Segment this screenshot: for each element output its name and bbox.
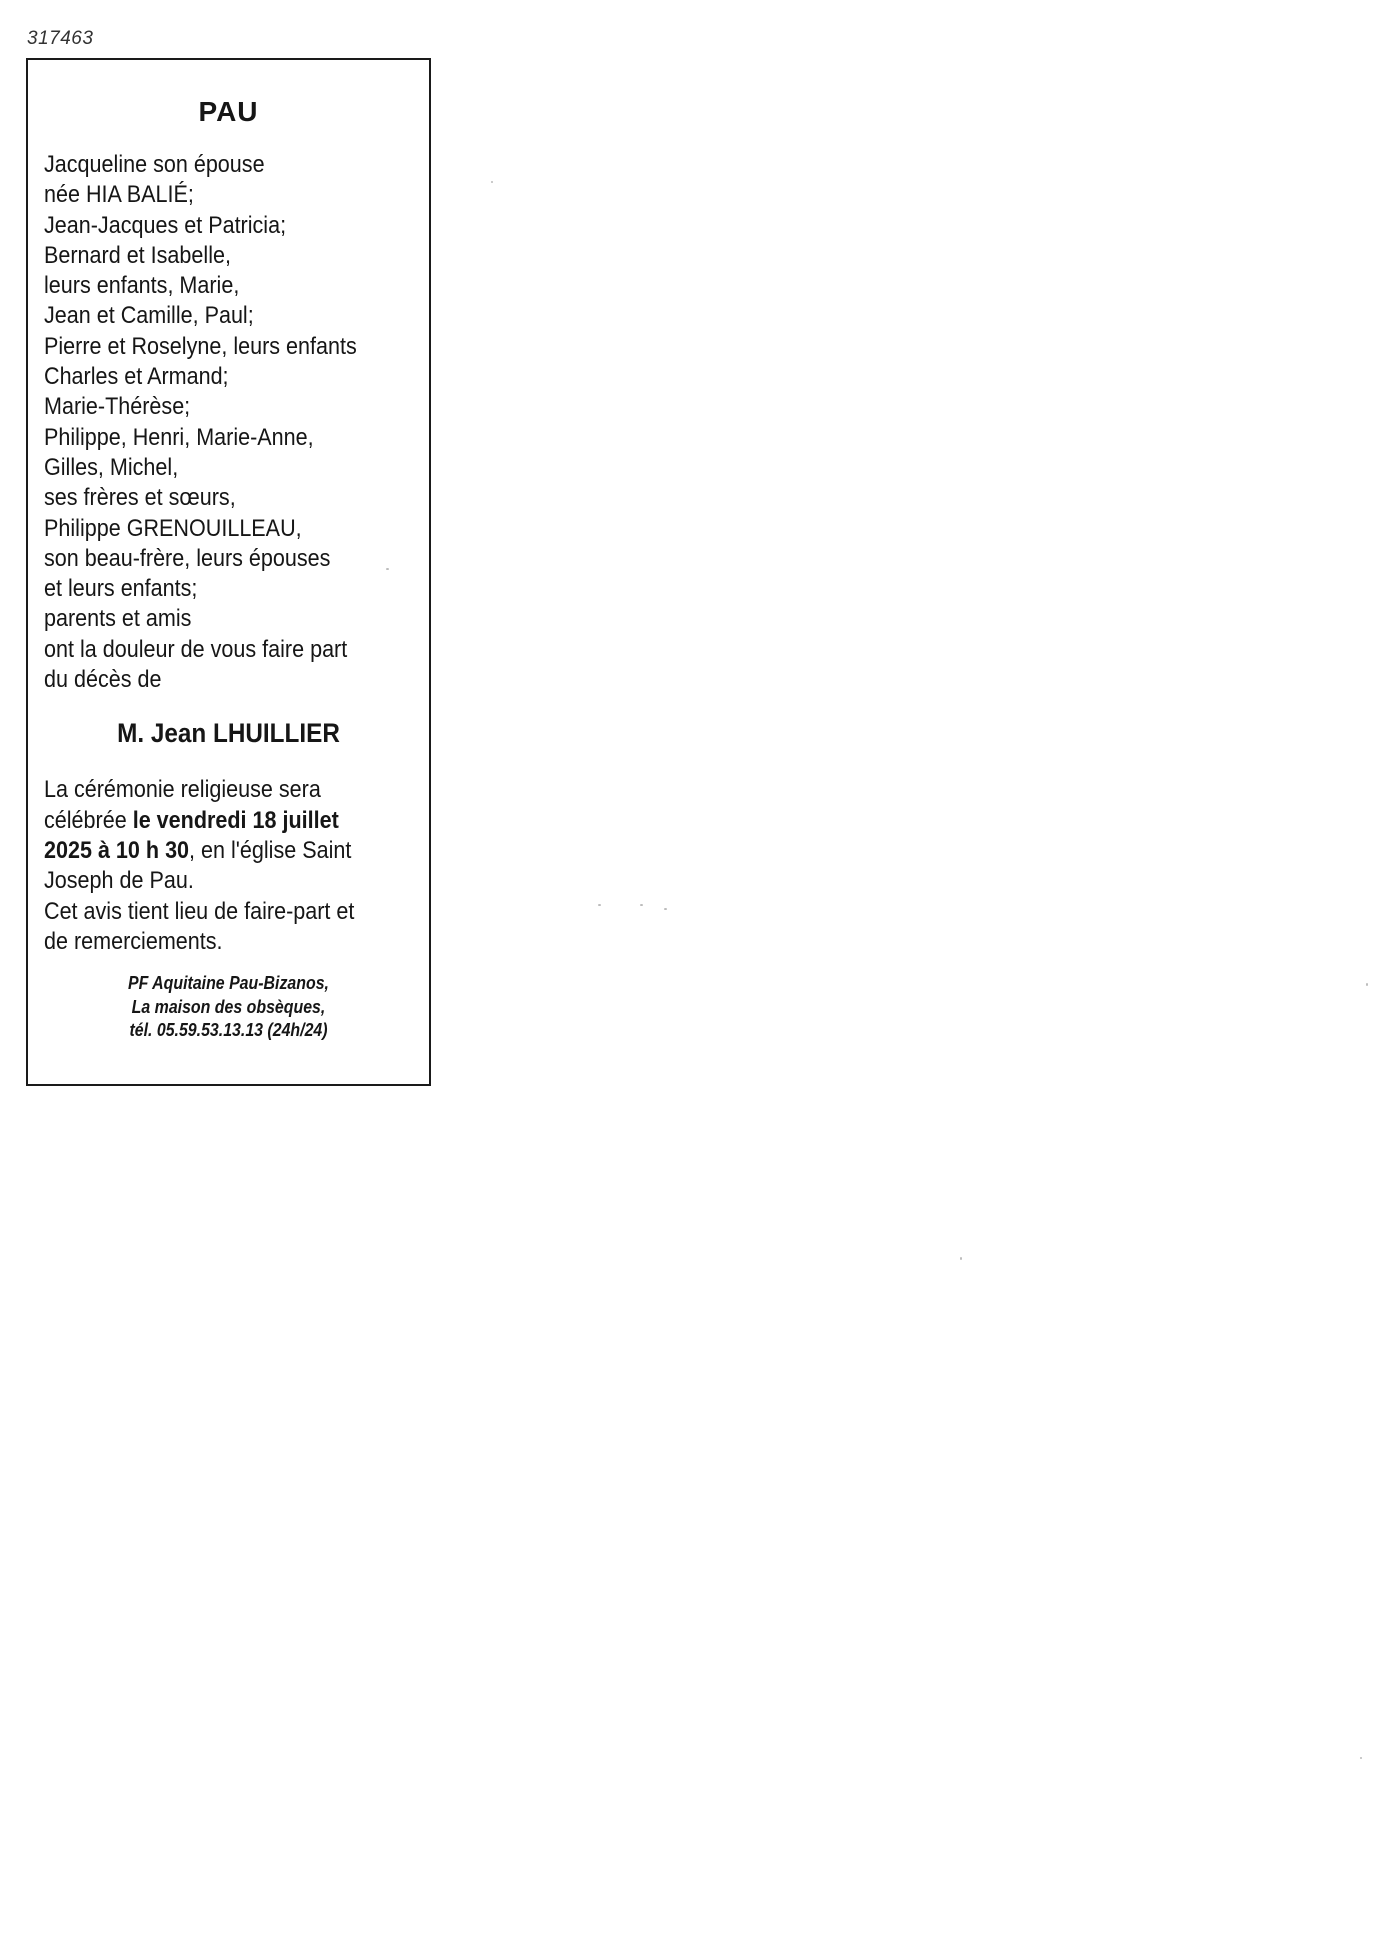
ceremony-line bbox=[44, 836, 431, 866]
ceremony-text: célébrée bbox=[44, 806, 133, 834]
family-line: son beau-frère, leurs épouses bbox=[44, 544, 331, 572]
funeral-home bbox=[56, 971, 401, 1042]
funeral-home-name: PF Aquitaine Pau-Bizanos, bbox=[128, 972, 329, 994]
scan-speck bbox=[491, 181, 493, 183]
ceremony-time: 2025 à 10 h 30 bbox=[44, 836, 190, 864]
scan-speck bbox=[1360, 1757, 1362, 1759]
ceremony-date: le vendredi 18 juillet bbox=[132, 806, 339, 834]
funeral-home-tagline: La maison des obsèques, bbox=[131, 995, 326, 1017]
scan-speck bbox=[386, 568, 389, 570]
funeral-home-phone: tél. 05.59.53.13.13 (24h/24) bbox=[129, 1019, 328, 1041]
scan-speck bbox=[960, 1257, 962, 1260]
family-line: et leurs enfants; bbox=[44, 575, 198, 603]
family-list bbox=[44, 150, 431, 695]
family-line: Pierre et Roselyne, leurs enfants bbox=[44, 332, 357, 360]
family-line: Jean et Camille, Paul; bbox=[44, 302, 254, 330]
family-line: Jean-Jacques et Patricia; bbox=[44, 211, 287, 239]
scan-speck bbox=[640, 904, 643, 906]
family-line: Jacqueline son épouse bbox=[44, 151, 265, 178]
notice-city: PAU bbox=[198, 96, 259, 127]
family-line: ont la douleur de vous faire part bbox=[44, 635, 348, 663]
family-line: du décès de bbox=[44, 666, 162, 694]
family-line: Charles et Armand; bbox=[44, 363, 229, 391]
family-line: Philippe GRENOUILLEAU, bbox=[44, 514, 302, 542]
scan-speck bbox=[1366, 983, 1368, 986]
ceremony-line bbox=[44, 806, 431, 836]
deceased-name: M. Jean LHUILLIER bbox=[117, 718, 340, 749]
ceremony-line: de remerciements. bbox=[44, 927, 223, 955]
family-line: parents et amis bbox=[44, 605, 192, 633]
ceremony-text: , en l'église Saint bbox=[189, 836, 352, 864]
family-line: Marie-Thérèse; bbox=[44, 393, 191, 421]
obituary-notice bbox=[26, 58, 431, 1086]
family-line: née HIA BALIÉ; bbox=[44, 181, 194, 209]
ceremony-line: La cérémonie religieuse sera bbox=[44, 776, 321, 804]
ceremony-details bbox=[44, 775, 431, 957]
family-line: leurs enfants, Marie, bbox=[44, 272, 240, 300]
scan-speck bbox=[664, 908, 667, 910]
reference-number: 317463 bbox=[27, 28, 94, 49]
family-line: ses frères et sœurs, bbox=[44, 484, 236, 512]
family-line: Gilles, Michel, bbox=[44, 453, 179, 481]
ceremony-line: Joseph de Pau. bbox=[44, 867, 194, 895]
family-line: Bernard et Isabelle, bbox=[44, 241, 231, 269]
family-line: Philippe, Henri, Marie-Anne, bbox=[44, 423, 314, 451]
scan-speck bbox=[598, 904, 601, 906]
ceremony-line: Cet avis tient lieu de faire-part et bbox=[44, 897, 355, 925]
